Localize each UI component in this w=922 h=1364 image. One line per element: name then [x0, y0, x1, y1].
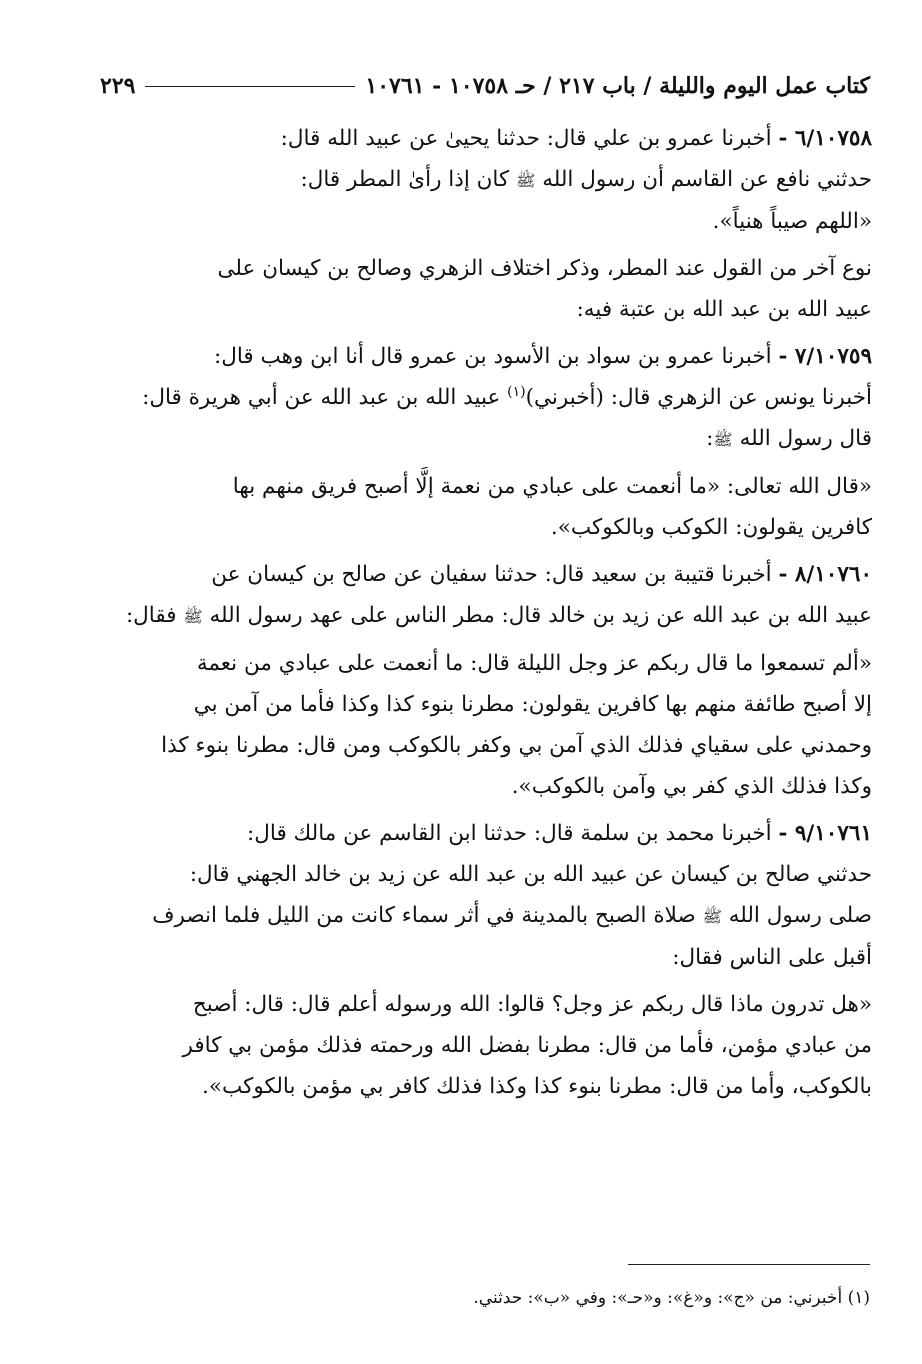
chapter-intro	[50, 248, 872, 330]
quote-text: وحمدني على سقياي فذلك الذي آمن بي وكفر بالكوكب ومن قال: مطرنا بنوء كذا	[161, 733, 872, 758]
quote-10758	[50, 201, 872, 242]
header-title: كتاب عمل اليوم والليلة / باب ٢١٧ / حـ ١٠٧٥٨ - ١٠٧٦١	[365, 73, 870, 99]
hadith-text: صلاة الصبح بالمدينة في أثر سماء كانت من الليل فلما انصرف	[152, 903, 696, 928]
quote-10759	[50, 466, 872, 548]
quote-text: «هل تدرون ماذا قال ربكم عز وجل؟ قالوا: الله ورسوله أعلم قال: قال: أصبح	[192, 992, 872, 1017]
hadith-text: فقال:	[125, 603, 177, 628]
hadith-text: كان إذا رأىٰ المطر قال:	[300, 167, 510, 192]
hadith-text: أخبرنا عمرو بن علي قال: حدثنا يحيىٰ عن عبيد الله قال:	[280, 126, 772, 151]
page-number: ٢٢٩	[100, 73, 136, 99]
hadith-text: حدثني نافع عن القاسم أن رسول الله	[542, 167, 872, 192]
intro-text: نوع آخر من القول عند المطر، وذكر اختلاف الزهري وصالح بن كيسان على	[217, 256, 872, 281]
hadith-10759	[50, 336, 872, 460]
salutation-glyph: ﷺ	[516, 171, 536, 190]
hadith-number: ٩/١٠٧٦١ -	[778, 821, 872, 846]
hadith-text: عبيد الله بن عبد الله عن زيد بن خالد قال: مطر الناس على عهد رسول الله	[209, 603, 872, 628]
quote-text: كافرين يقولون: الكوكب وبالكوكب».	[550, 515, 872, 540]
hadith-number: ٨/١٠٧٦٠ -	[778, 562, 872, 587]
footnote: (١) أخبرني: من «ج»: و«غ»: و«حـ»: وفي «ب»: حدثني.	[473, 1288, 870, 1308]
hadith-text: أخبرنا يونس عن الزهري قال: (أخبرني)	[525, 385, 872, 410]
hadith-number: ٧/١٠٧٥٩ -	[778, 344, 872, 369]
page-body	[50, 118, 872, 1107]
hadith-text: أخبرنا محمد بن سلمة قال: حدثنا ابن القاسم عن مالك قال:	[247, 821, 772, 846]
hadith-text: عبيد الله بن عبد الله عن أبي هريرة قال:	[142, 385, 501, 410]
hadith-text: أخبرنا عمرو بن سواد بن الأسود بن عمرو قال أنا ابن وهب قال:	[213, 344, 772, 369]
hadith-text: قال رسول الله	[739, 426, 872, 451]
hadith-10760	[50, 554, 872, 637]
hadith-10758	[50, 118, 872, 201]
quote-text: «ألم تسمعوا ما قال ربكم عز وجل الليلة قال: ما أنعمت على عبادي من نعمة	[196, 651, 872, 676]
quote-text: إلا أصبح طائفة منهم بها كافرين يقولون: مطرنا بنوء كذا وكذا فأما من آمن بي	[193, 692, 872, 717]
footnote-divider	[628, 1264, 870, 1265]
quote-text: «قال الله تعالى: «ما أنعمت على عبادي من نعمة إلَّا أصبح فريق منهم بها	[232, 474, 872, 499]
hadith-number: ٦/١٠٧٥٨ -	[778, 126, 872, 151]
intro-text: عبيد الله بن عبد الله بن عتبة فيه:	[576, 297, 872, 322]
hadith-text: صلى رسول الله	[728, 903, 872, 928]
salutation-glyph: ﷺ	[702, 907, 722, 926]
quote-10760	[50, 643, 872, 807]
quote-text: من عبادي مؤمن، فأما من قال: مطرنا بفضل الله ورحمته فذلك مؤمن بي كافر	[182, 1033, 872, 1058]
salutation-glyph: ﷺ	[183, 607, 203, 626]
footnote-ref[interactable]: (١)	[507, 383, 526, 400]
hadith-text: :	[706, 426, 714, 451]
hadith-text: حدثني صالح بن كيسان عن عبيد الله بن عبد الله عن زيد بن خالد الجهني قال:	[189, 862, 872, 887]
salutation-glyph: ﷺ	[713, 430, 733, 449]
hadith-text: أقبل على الناس فقال:	[672, 945, 872, 970]
running-header	[100, 62, 870, 110]
header-rule	[145, 86, 355, 87]
quote-10761	[50, 984, 872, 1107]
quote-text: وكذا فذلك الذي كفر بي وآمن بالكوكب».	[511, 774, 872, 799]
hadith-10761	[50, 813, 872, 978]
quote-text: بالكوكب، وأما من قال: مطرنا بنوء كذا وكذا فذلك كافر بي مؤمن بالكوكب».	[202, 1074, 872, 1099]
quote-text: «اللهم صيباً هنياً».	[712, 209, 872, 234]
hadith-text: أخبرنا قتيبة بن سعيد قال: حدثنا سفيان عن صالح بن كيسان عن	[211, 562, 772, 587]
